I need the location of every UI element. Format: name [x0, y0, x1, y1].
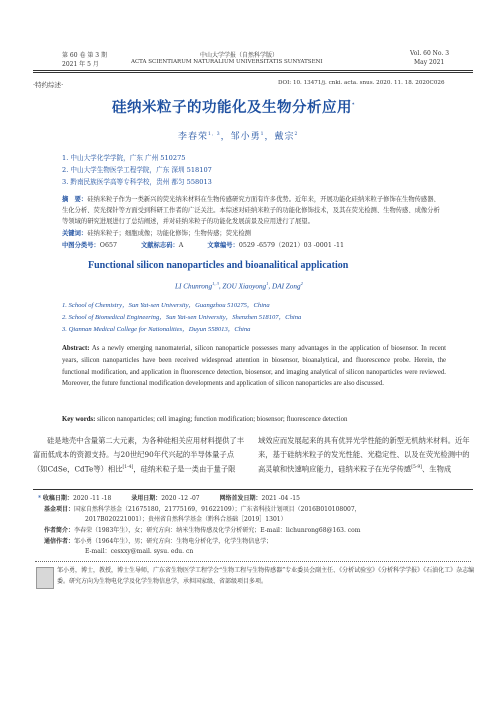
- abstract-en-label: Abstract:: [62, 345, 90, 352]
- title-en: Functional silicon nanoparticles and bioanalitical application: [88, 260, 349, 271]
- body-right-text-end: 、生物成: [422, 464, 452, 474]
- author-photo: [36, 567, 54, 589]
- author-en-2-aff: 1: [266, 281, 269, 286]
- accepted-date: 2020 -12 -07: [161, 495, 200, 502]
- authors-cn: [178, 129, 298, 142]
- body-right-citation: [5-9]: [411, 465, 422, 471]
- title-cn: [112, 96, 355, 117]
- author-bio-line: [44, 526, 360, 536]
- doi: DOI: 10. 13471/j. cnki. acta. snus. 2020. 11. 18. 2020C026: [278, 80, 445, 86]
- accepted-label: 录用日期：: [131, 495, 162, 502]
- received-date: 2020 -11 -18: [72, 495, 112, 502]
- received-label: 收稿日期：: [42, 495, 73, 502]
- body-right-text: 域效应而发展起来的具有优异光学性能的新型无机纳米材料。近年来，基于硅纳米粒子的发光性能、光稳定性、以及在荧光检测中的高灵敏和快速响应能力，硅纳米粒子在光学传感: [258, 436, 470, 474]
- keywords-en: [62, 414, 462, 426]
- online-label: 网络首发日期：: [219, 495, 262, 502]
- author-cn-2-aff: 1: [260, 132, 265, 137]
- doccode-label: 文献标志码：: [141, 242, 179, 249]
- corr-text-1: 邹小勇（1964年生），男；研究方向：生物电分析化学，化学生物信息学；: [74, 538, 273, 545]
- abstract-cn-text: 硅纳米粒子作为一类新兴的荧光纳米材料在生物传感研究方面有许多优势。近年来，开展功能化硅纳米粒子修饰在生物传感器、生化分析、荧光探针等方面受到科研工作者的广泛关注。本综述对硅纳米粒子的功能化修饰技术，及其在荧光检测、生物传感、成像分析等领域的研究进展进行了总结阐述，并对硅纳米粒子的功能化发展前景及应用进行了展望。: [62, 196, 440, 226]
- header-volume-cn: 第 60 卷 第 3 期: [62, 52, 107, 59]
- abstract-cn: [62, 194, 444, 228]
- affiliation-en-3: 3. Qiannan Medical College for Nationalities，Duyun 558013，China: [62, 326, 251, 333]
- header-date-cn: 2021 年 5 月: [62, 61, 99, 68]
- title-cn-text: 硅纳米粒子的功能化及生物分析应用: [112, 99, 352, 116]
- fund-line-2: 2017B020221001）；贵州省自然科学基金（黔科合基础［2019］1301）: [85, 516, 287, 523]
- author-en-1: LI Chunrong: [175, 282, 213, 291]
- abstract-en-text: As a newly emerging nanomaterial, silicon nanoparticle possesses many advantages in the application of biosensor. In recent years, silicon nanoparticles have been received widespread attention in biosensor, bioanalytical, and fluorescence probe. Herein, the functional modification, and application in fluorescence detection, biosensor, and imaging analytical of silicon nanoparticles were reviewed. Moreover, the future functional modification developments and application of silicon nanoparticles are also discussed.: [62, 345, 446, 388]
- affiliation-cn-1: 1. 中山大学化学学院，广东 广州 510275: [62, 154, 186, 162]
- author-en-1-aff: 1, 3: [212, 281, 219, 286]
- body-column-right: [258, 434, 472, 476]
- corr-label: 通信作者：: [44, 538, 75, 545]
- corr-email: E-mail：cesxxy@mail. sysu. edu. cn: [85, 548, 194, 555]
- bio-separator: [35, 561, 471, 562]
- fund-label: 基金项目：: [44, 506, 75, 513]
- footnote-rule: [33, 489, 473, 490]
- class-value: O657: [99, 242, 117, 249]
- section-tag: ·特约综述·: [33, 81, 64, 89]
- keywords-cn: [62, 228, 444, 239]
- abstract-cn-label: 摘 要：: [62, 196, 88, 203]
- author-cn-1-aff: 1, 3: [208, 132, 221, 137]
- author-cn-3: ，戴宗: [264, 132, 295, 142]
- classification-line: [62, 240, 462, 251]
- footnote-dates: [38, 494, 300, 504]
- affiliation-cn-2: 2. 中山大学生物医学工程学院，广东 深圳 518107: [62, 166, 212, 174]
- header-journal-cn: 中山大学学报（自然科学版）: [200, 52, 279, 59]
- class-label: 中图分类号：: [62, 242, 100, 249]
- affiliation-cn-3: 3. 黔南民族医学高等专科学校，贵州 都匀 558013: [62, 178, 212, 186]
- footnote-star: *: [38, 495, 41, 502]
- articleno-label: 文章编号：: [207, 242, 239, 249]
- body-left-citation: [1-4]: [122, 465, 134, 471]
- authors-en: [175, 281, 303, 290]
- author-cn-3-aff: 2: [294, 132, 299, 137]
- author-bio-paragraph: 邹小勇，博士，教授，博士生导师，广东省生物医学工程学会“生物工程与生物传感器”专业委员会副主任、《分析试验室》《分析科学学报》《石油化工》杂志编委。研究方向为生物电化学及化学生物信息学，承担国家级、省部级项目多项。: [57, 567, 475, 585]
- body-column-left: [33, 434, 245, 476]
- author-en-2: , ZOU Xiaoyong: [218, 282, 267, 291]
- body-left-text: 硅是地壳中含量第二大元素，为各种硅相关应用材料提供了丰富而低成本的资源支持。与20世纪90年代兴起的半导体量子点（如CdSe，CdTe等）相比: [33, 436, 245, 474]
- author-en-3: , DAI Zong: [268, 282, 301, 291]
- articleno-value: 0529 -6579（2021）03 -0001 -11: [238, 242, 344, 249]
- header-rule-thin: [33, 72, 473, 73]
- header-journal-en: ACTA SCIENTIARUM NATURALIUM UNIVERSITATIS SUNYATSENI: [131, 59, 323, 65]
- online-date: 2021 -04 -15: [261, 495, 300, 502]
- keywords-en-label: Key words:: [62, 416, 96, 423]
- doccode-value: A: [178, 242, 184, 249]
- keywords-cn-text: 硅纳米粒子；细胞成像；功能化修饰；生物传感；荧光检测: [87, 230, 251, 237]
- body-left-text-end: ，硅纳米粒子是一类由于量子限: [133, 464, 236, 474]
- keywords-cn-label: 关键词：: [62, 230, 88, 237]
- author-intro-text: 李春荣（1983年生），女；研究方向：纳米生物传感及化学分析研究；E-mail：lichunrong68@163. com: [74, 527, 361, 534]
- author-cn-2: ，邹小勇: [220, 132, 261, 142]
- affiliation-en-2: 2. School of Biomedical Engineering，Sun Yat-sen University，Shenzhen 518107，China: [62, 314, 302, 321]
- header-date-en: May 2021: [414, 59, 445, 66]
- header-rule: [33, 70, 473, 71]
- keywords-en-text: silicon nanoparticles; cell imaging; function modification; biosensor; fluorescence detection: [97, 416, 348, 423]
- author-en-3-aff: 2: [300, 281, 303, 286]
- corresponding-author-line: [44, 537, 272, 547]
- affiliation-en-1: 1. School of Chemistry，Sun Yat-sen University，Guangzhou 510275，China: [62, 302, 270, 309]
- abstract-en: [62, 343, 446, 390]
- fund-line-1: [44, 505, 361, 515]
- author-cn-1: 李春荣: [178, 132, 209, 142]
- fund-text-1: 国家自然科学基金（21675180，21775169，91622109）；广东省科技计划项目（2016B010108007，: [74, 506, 361, 513]
- title-footnote-mark: *: [352, 103, 355, 109]
- header-volume-en: Vol. 60 No. 3: [410, 50, 450, 57]
- author-intro-label: 作者简介：: [44, 527, 75, 534]
